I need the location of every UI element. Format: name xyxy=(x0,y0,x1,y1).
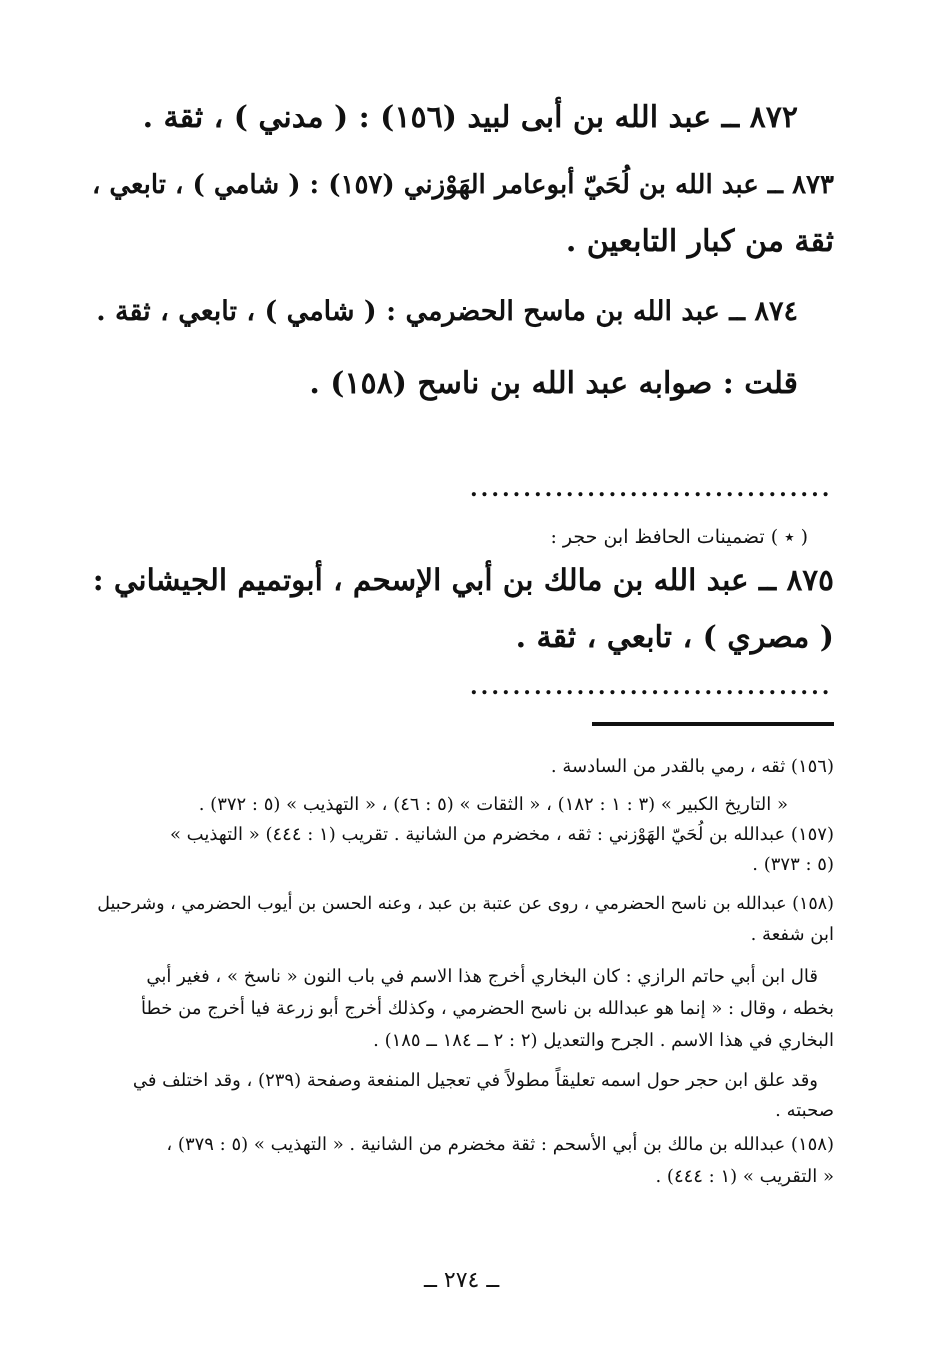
entry-873-line1: ٨٧٣ ــ عبد الله بن لُحَيّ أبوعامر الهَوْزني (١٥٧) : ( شامي ) ، تابعي ، xyxy=(91,170,834,200)
footnote-158-para2-line2: بخطه ، وقال : « إنما هو عبدالله بن ناسح الحضرمي ، وكذلك أخرج أبو زرعة فيا أخرج من خطأ xyxy=(141,998,834,1019)
inclusion-header: ( ٭ ) تضمينات الحافظ ابن حجر : xyxy=(550,526,808,548)
entry-875-line2: ( مصري ) ، تابعي ، ثقة . xyxy=(515,620,834,655)
entry-875-line1: ٨٧٥ ــ عبد الله بن مالك بن أبي الإسحم ، أبوتميم الجيشاني : xyxy=(92,562,834,597)
footnote-156-refs: « التاريخ الكبير » (٣ : ١ : ١٨٢) ، « الثقات » (٥ : ٤٦) ، « التهذيب » (٥ : ٣٧٢) . xyxy=(198,794,788,815)
footnote-158-line2: ابن شفعة . xyxy=(750,924,834,945)
separator-dots-top: .................................. xyxy=(470,476,833,502)
footnote-158-para3-line2: صحبته . xyxy=(775,1100,834,1121)
footnote-157-line1: (١٥٧) عبدالله بن لُحَيّ الهَوْزني : ثقه ، مخضرم من الشانية . تقريب (١ : ٤٤٤) « التهذيب » xyxy=(169,824,834,845)
entry-872: ٨٧٢ ــ عبد الله بن أبى لبيد (١٥٦) : ( مدني ) ، ثقة . xyxy=(142,100,798,135)
footnote-158-para3-line1: وقد علق ابن حجر حول اسمه تعليقاً مطولاً في تعجيل المنفعة وصفحة (٢٣٩) ، وقد اختلف في xyxy=(132,1070,818,1091)
footnote-156: (١٥٦) ثقه ، رمي بالقدر من السادسة . xyxy=(550,756,834,777)
entry-874: ٨٧٤ ــ عبد الله بن ماسح الحضرمي : ( شامي ) ، تابعي ، ثقة . xyxy=(96,296,798,327)
footnote-158-para2-line3: البخاري في هذا الاسم . الجرح والتعديل (٢ : ٢ ــ ١٨٤ ــ ١٨٥) . xyxy=(373,1030,834,1051)
footnote-158-line1: (١٥٨) عبدالله بن ناسح الحضرمي ، روى عن عتبة بن عبد ، وعنه الحسن بن أيوب الحضرمي ، وشرحبيل xyxy=(97,894,834,914)
footnote-157-line2: (٥ : ٣٧٣) . xyxy=(752,854,834,875)
footnote-rule xyxy=(592,722,834,726)
entry-873-line2: ثقة من كبار التابعين . xyxy=(565,224,834,259)
separator-dots-bottom: .................................. xyxy=(470,674,833,700)
page-number: ــ ٢٧٤ ــ xyxy=(424,1268,500,1293)
footnote-158b-line1: (١٥٨) عبدالله بن مالك بن أبي الأسحم : ثقة مخضرم من الشانية . « التهذيب » (٥ : ٣٧٩) ، xyxy=(166,1134,834,1155)
note-874: قلت : صوابه عبد الله بن ناسح (١٥٨) . xyxy=(309,366,798,401)
footnote-158b-line2: « التقريب » (١ : ٤٤٤) . xyxy=(655,1166,834,1187)
footnote-158-para2-line1: قال ابن أبي حاتم الرازي : كان البخاري أخرج هذا الاسم في باب النون « ناسخ » ، فغير أبي xyxy=(146,966,818,987)
